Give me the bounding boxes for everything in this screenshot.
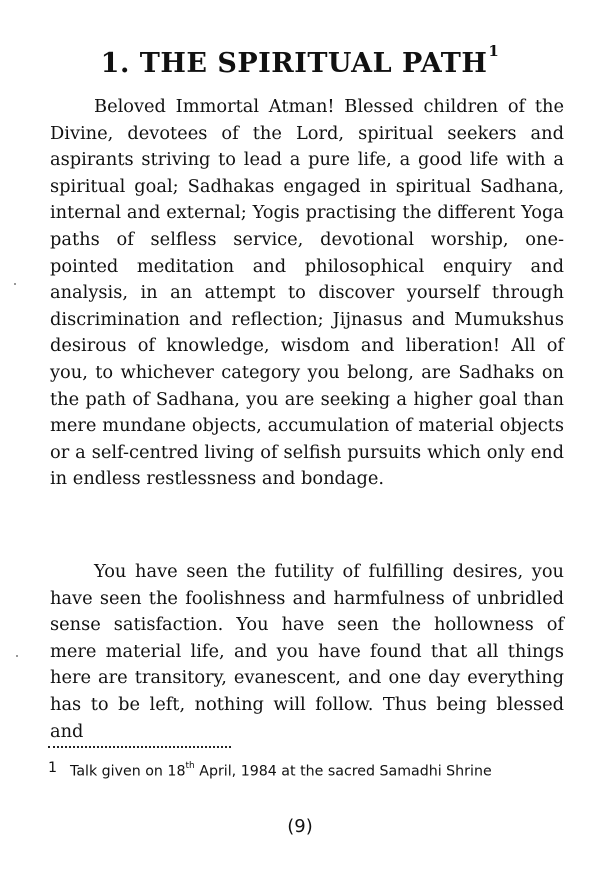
footnote-number: 1 xyxy=(48,760,58,776)
paragraph-1: Beloved Immortal Atman! Blessed children of the Divine, devotees of the Lord, spiritual seekers and aspirants striving to lead a pure life, a good life with a spiritual goal; Sadhakas engaged in spiritual Sadhana, internal and external; Yogis practising the different Yoga paths of selfless service, devotional worship, one-pointed meditation and philosophical enquiry and analysis, in an attempt to discover yourself through discrimination and reflection; Jijnasus and Mumukshus desirous of knowledge, wisdom and liberation! All of you, to whichever category you belong, are Sadhaks on the path of Sadhana, you are seeking a higher goal than mere mundane objects, accumulation of material objects or a self-centred living of selfish pursuits which only end in endless restlessness and bondage. xyxy=(50,96,564,490)
scan-speck xyxy=(16,655,18,657)
ordinal-suffix: th xyxy=(185,761,195,771)
chapter-title: THE SPIRITUAL PATH xyxy=(139,48,488,79)
chapter-number: 1. xyxy=(100,48,130,79)
page-number: (9) xyxy=(287,816,313,837)
scan-speck xyxy=(14,283,16,285)
heading-footnote-marker: 1 xyxy=(488,42,500,60)
paragraph-2: You have seen the futility of fulfilling desires, you have seen the foolishness and harmfulness of unbridled sense satisfaction. You have seen the hollowness of mere material life, and you have found that all things here are transitory, evanescent, and one day everything has to be left, nothing will follow. Thus being blessed and xyxy=(50,561,564,742)
chapter-heading xyxy=(0,42,600,79)
footnote xyxy=(48,759,518,782)
footnote-separator xyxy=(48,746,231,748)
footnote-text: Talk given on 18th April, 1984 at the sacred Samadhi Shrine xyxy=(70,761,492,780)
